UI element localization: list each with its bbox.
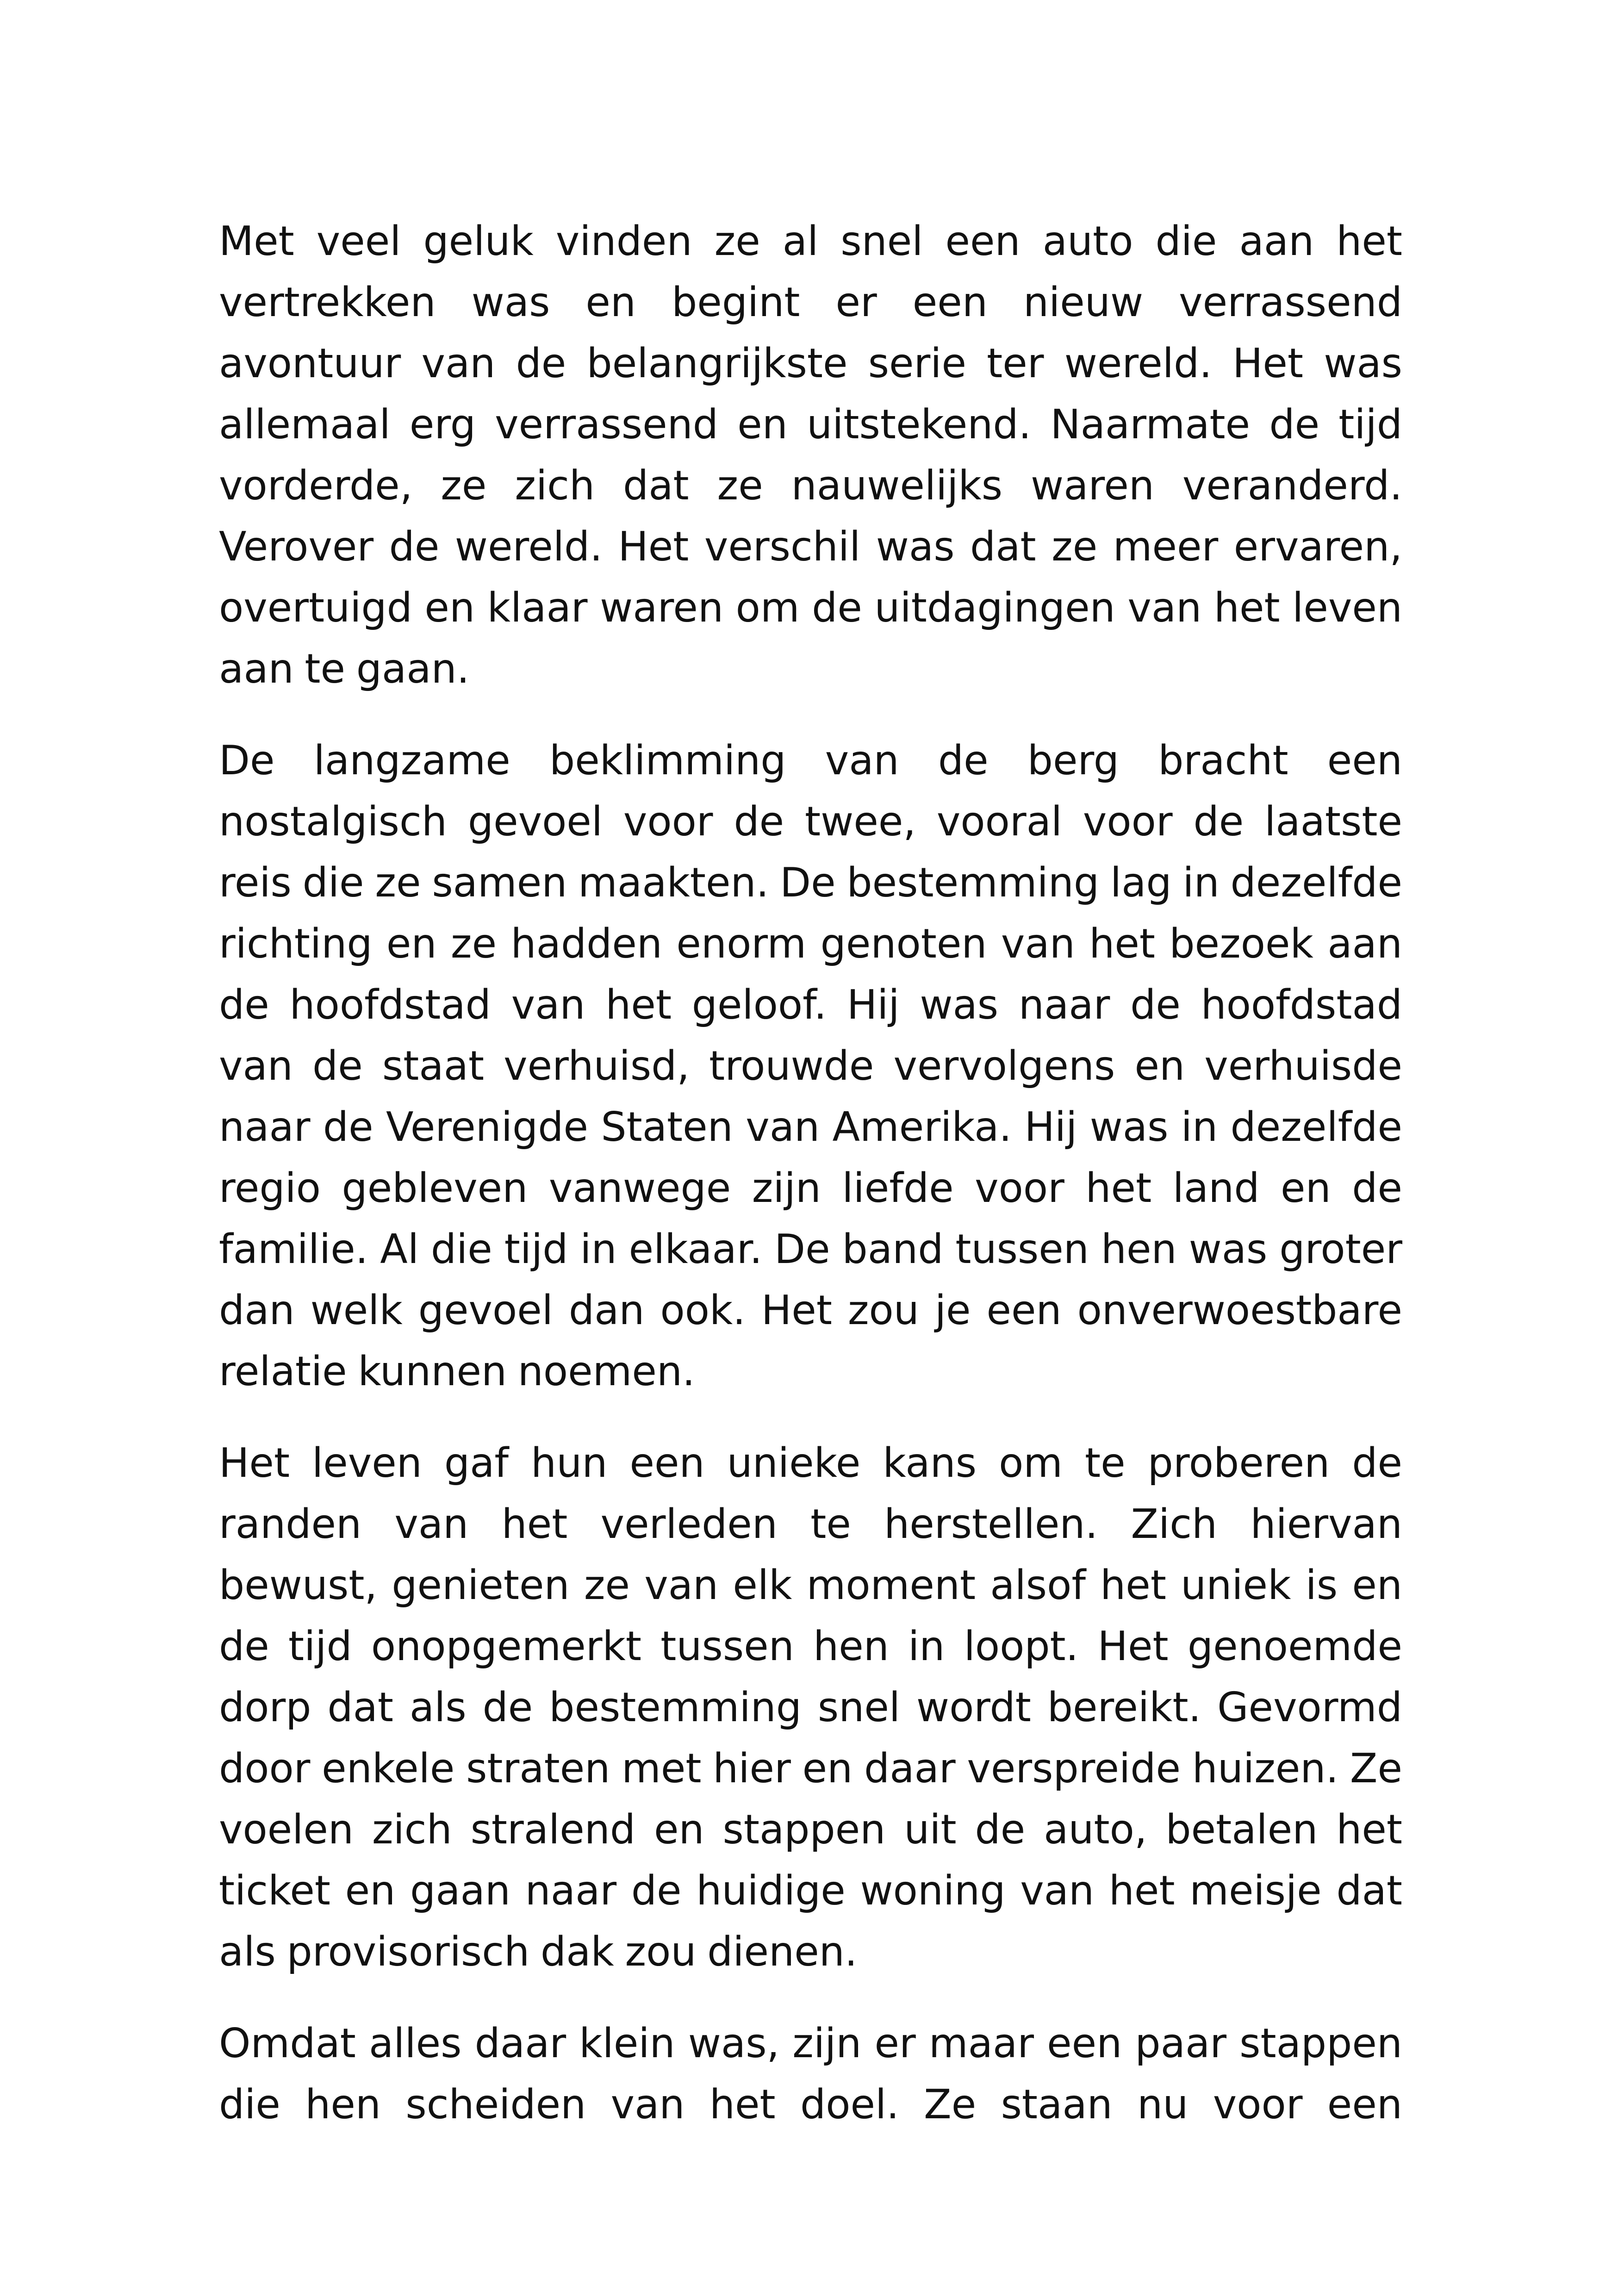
paragraph-4: Omdat alles daar klein was, zijn er maar een paar stappen die hen scheiden van het doel. Ze staan nu voor een — [219, 2020, 1402, 2128]
paragraph-2: De langzame beklimming van de berg bracht een nostalgisch gevoel voor de twee, vooral voor de laatste reis die ze samen maakten. De bestemming lag in dezelfde richting en ze hadden enorm genoten van het bezoek aan de hoofdstad van het geloof. Hij was naar de hoofdstad van de staat verhuisd, trouwde vervolgens en verhuisde naar de Verenigde Staten van Amerika. Hij was in dezelfde regio gebleven vanwege zijn liefde voor het land en de familie. Al die tijd in elkaar. De band tussen hen was groter dan welk gevoel dan ook. Het zou je een onverwoestbare relatie kunnen noemen. — [219, 737, 1402, 1395]
paragraph-3: Het leven gaf hun een unieke kans om te proberen de randen van het verleden te herstellen. Zich hiervan bewust, genieten ze van elk moment alsof het uniek is en de tijd onopgemerkt tussen hen in loopt. Het genoemde dorp dat als de bestemming snel wordt bereikt. Gevormd door enkele straten met hier en daar verspreide huizen. Ze voelen zich stralend en stappen uit de auto, betalen het ticket en gaan naar de huidige woning van het meisje dat als provisorisch dak zou dienen. — [219, 1439, 1402, 1975]
paragraph-1: Met veel geluk vinden ze al snel een auto die aan het vertrekken was en begint er een nieuw verrassend avontuur van de belangrijkste serie ter wereld. Het was allemaal erg verrassend en uitstekend. Naarmate de tijd vorderde, ze zich dat ze nauwelijks waren veranderd. Verover de wereld. Het verschil was dat ze meer ervaren, overtuigd en klaar waren om de uitdagingen van het leven aan te gaan. — [219, 218, 1402, 692]
body-text — [219, 211, 1402, 2135]
